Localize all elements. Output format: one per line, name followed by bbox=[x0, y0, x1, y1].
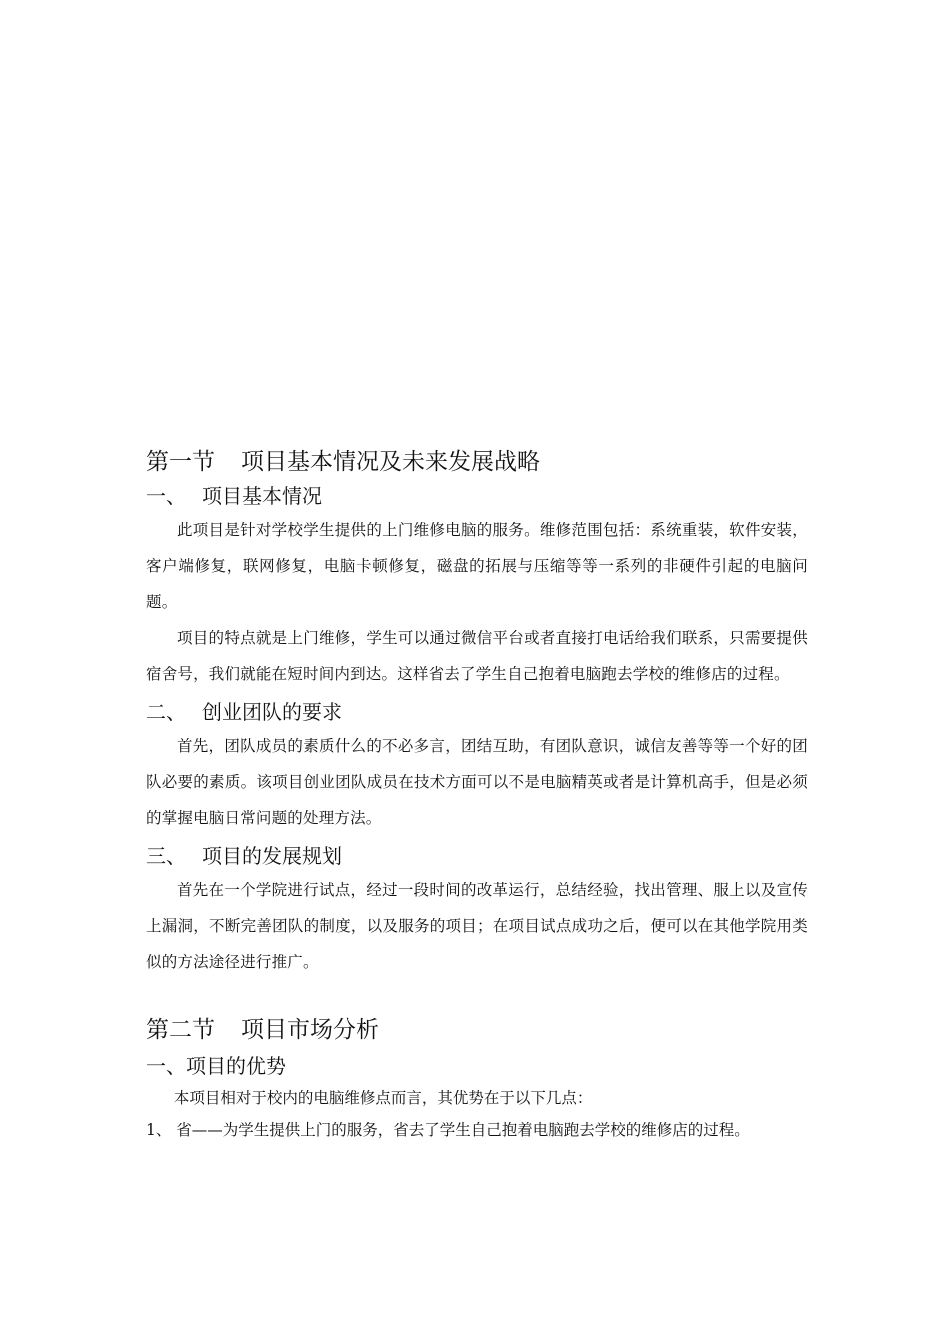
section-2-subsection-heading: 一、项目的优势 bbox=[146, 1054, 286, 1078]
section-2-heading bbox=[146, 1014, 808, 1046]
subsection-3-title: 项目的发展规划 bbox=[202, 844, 342, 868]
section-1-heading bbox=[146, 446, 808, 478]
subsection-2-number: 二、 bbox=[146, 700, 186, 724]
section-2-intro: 本项目相对于校内的电脑维修点而言，其优势在于以下几点： bbox=[173, 1089, 593, 1107]
subsection-1-heading bbox=[146, 482, 808, 510]
subsection-3-heading bbox=[146, 842, 808, 870]
subsection-1-title: 项目基本情况 bbox=[202, 484, 322, 508]
subsection-2-title: 创业团队的要求 bbox=[202, 700, 342, 724]
subsection-2-heading bbox=[146, 698, 808, 726]
paragraph: 首先，团队成员的素质什么的不必多言，团结互助，有团队意识，诚信友善等等一个好的团队必要的素质。该项目创业团队成员在技术方面可以不是电脑精英或者是计算机高手，但是必须的掌握电脑日常问题的处理方法。 bbox=[146, 737, 808, 827]
section-2-number: 第二节 bbox=[146, 1017, 215, 1043]
section-1-title: 项目基本情况及未来发展战略 bbox=[241, 449, 540, 475]
list-item: 1、 省——为学生提供上门的服务，省去了学生自己抱着电脑跑去学校的维修店的过程。 bbox=[146, 1121, 750, 1139]
document-content bbox=[146, 446, 808, 1146]
subsection-3-number: 三、 bbox=[146, 844, 186, 868]
subsection-1-number: 一、 bbox=[146, 484, 186, 508]
section-2-title: 项目市场分析 bbox=[241, 1017, 379, 1043]
paragraph: 首先在一个学院进行试点，经过一段时间的改革运行，总结经验，找出管理、服上以及宣传上漏洞，不断完善团队的制度，以及服务的项目；在项目试点成功之后，便可以在其他学院用类似的方法途径进行推广。 bbox=[146, 881, 808, 971]
paragraph: 此项目是针对学校学生提供的上门维修电脑的服务。维修范围包括：系统重装，软件安装，客户端修复，联网修复，电脑卡顿修复，磁盘的拓展与压缩等等一系列的非硬件引起的电脑问题。 bbox=[146, 521, 808, 611]
paragraph: 项目的特点就是上门维修，学生可以通过微信平台或者直接打电话给我们联系，只需要提供宿舍号，我们就能在短时间内到达。这样省去了学生自己抱着电脑跑去学校的维修店的过程。 bbox=[146, 629, 808, 683]
section-1-number: 第一节 bbox=[146, 449, 215, 475]
